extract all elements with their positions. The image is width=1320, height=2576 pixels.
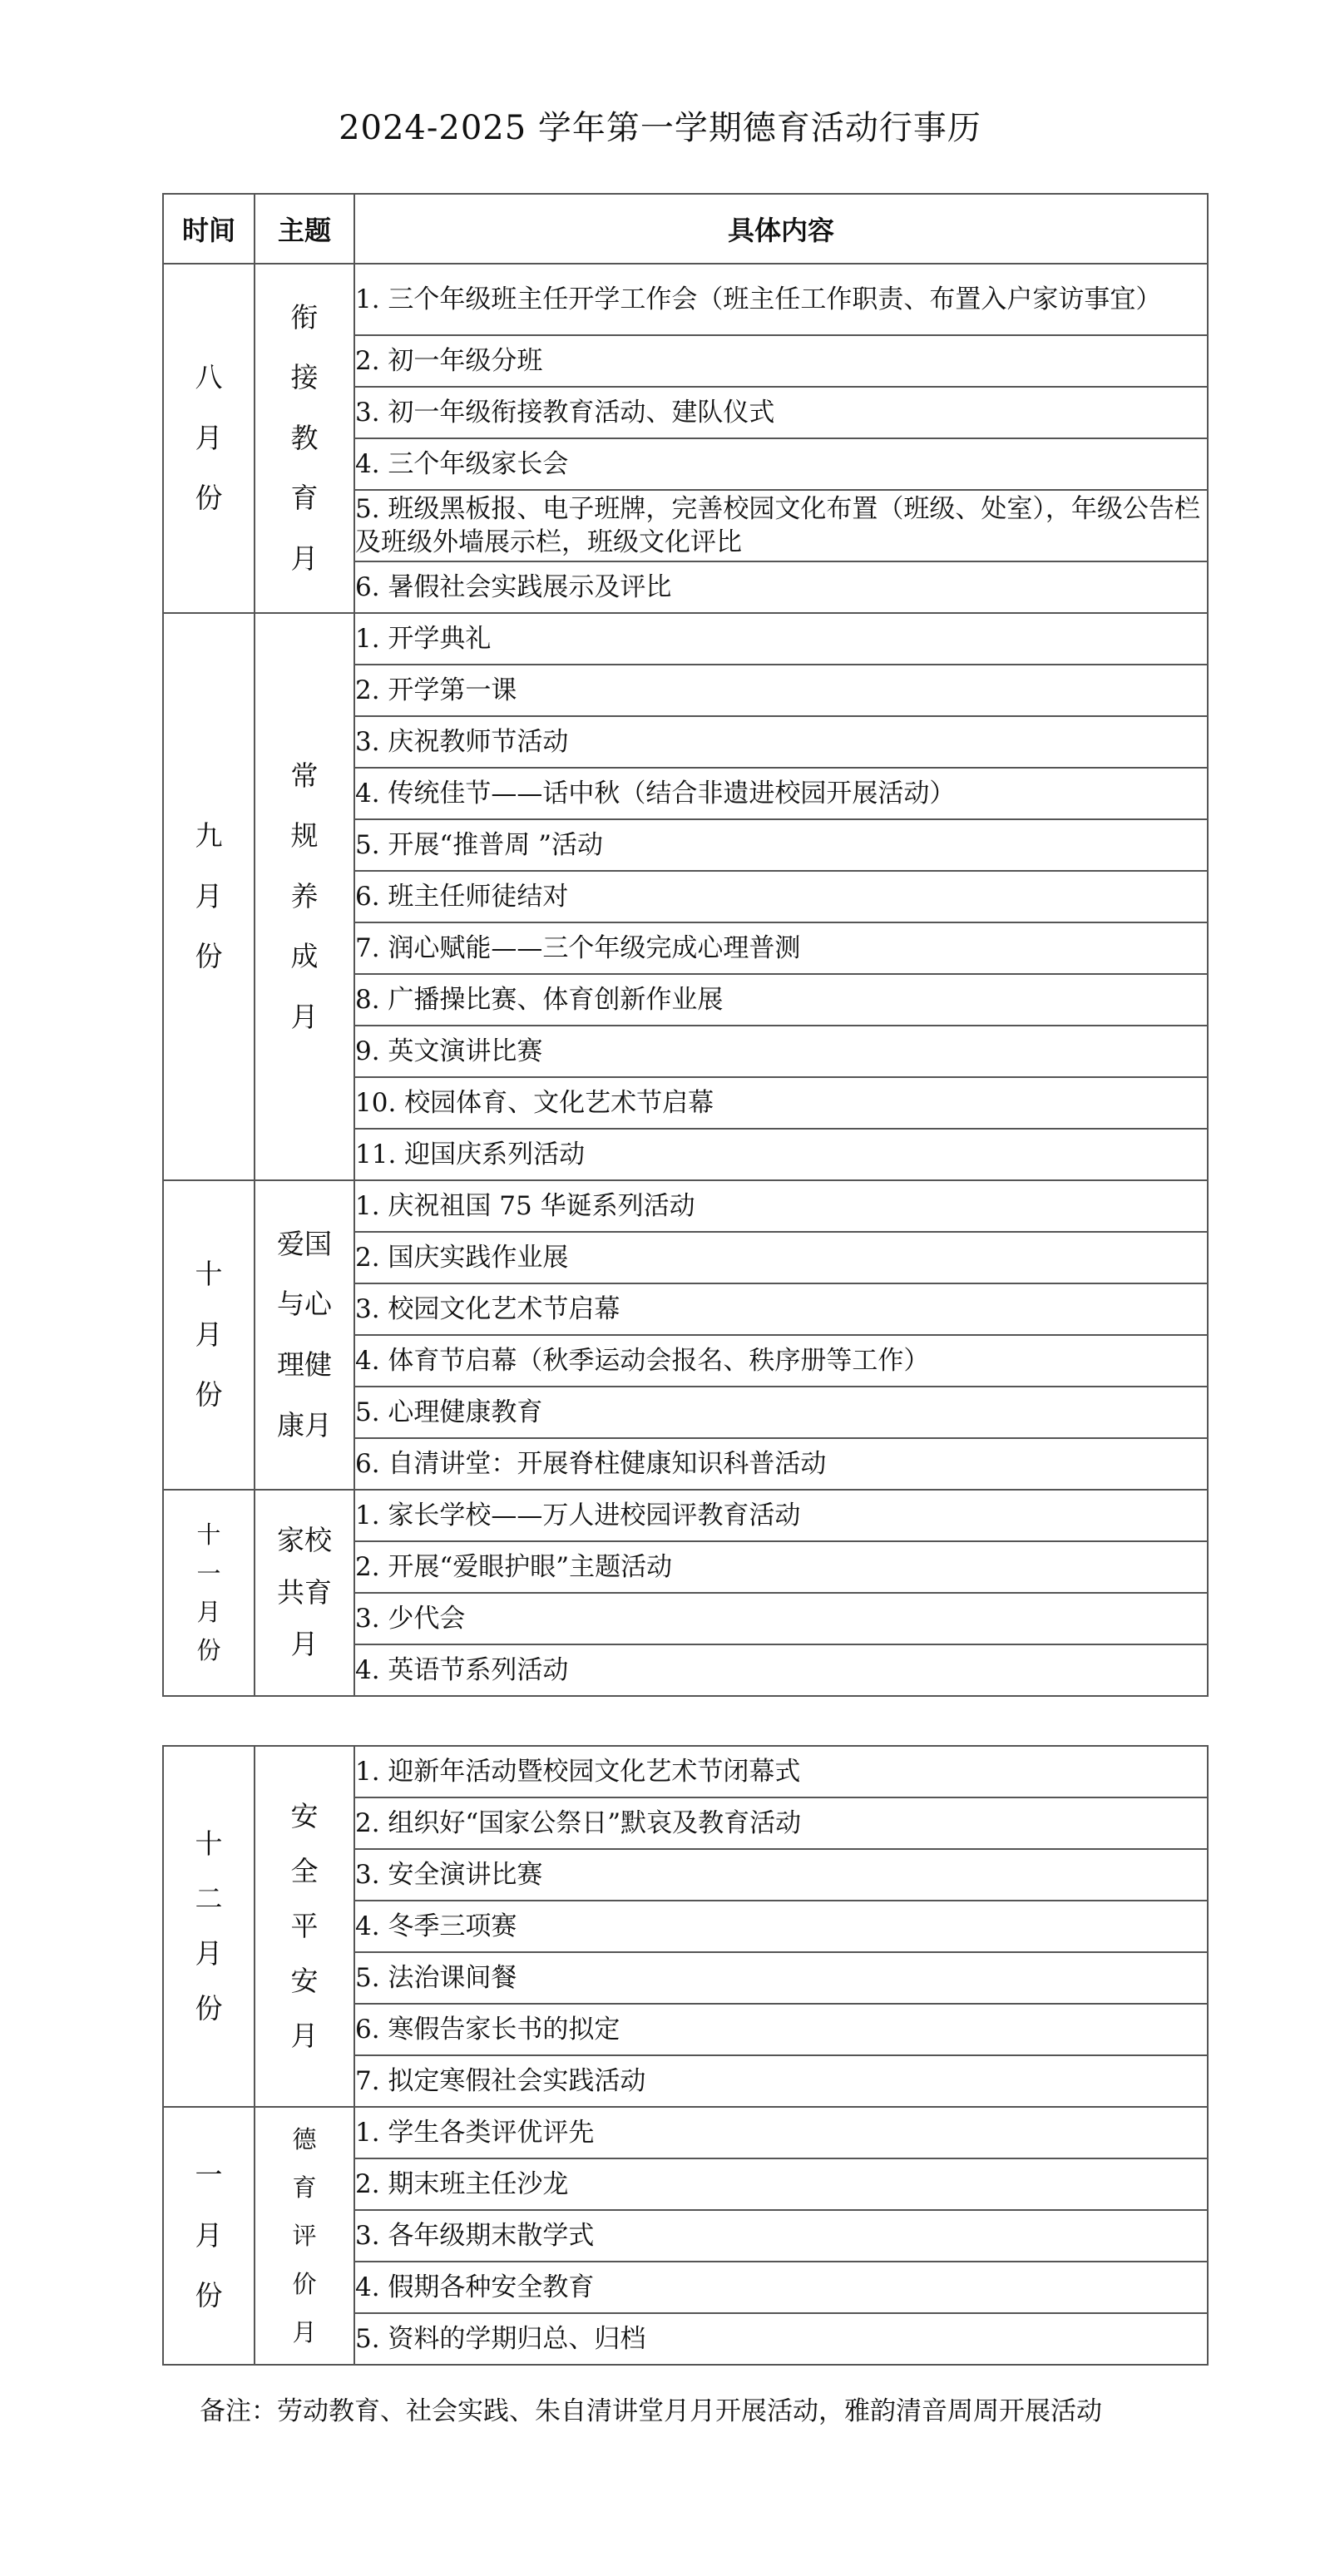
activity-item: 3. 庆祝教师节活动 [354, 716, 1208, 768]
activity-item: 7. 润心赋能——三个年级完成心理普测 [354, 922, 1208, 974]
activity-item: 3. 校园文化艺术节启幕 [354, 1283, 1208, 1335]
month-cell: 九月份 [163, 613, 255, 1180]
activity-item: 4. 传统佳节——话中秋（结合非遗进校园开展活动） [354, 768, 1208, 819]
table-row [163, 1180, 1208, 1232]
table-row [163, 613, 1208, 665]
theme-cell: 衔接教育月 [255, 264, 354, 613]
activity-item: 1. 开学典礼 [354, 613, 1208, 665]
activity-item: 3. 安全演讲比赛 [354, 1849, 1208, 1901]
activity-item: 6. 暑假社会实践展示及评比 [354, 561, 1208, 613]
activity-item: 3. 少代会 [354, 1593, 1208, 1644]
activity-item: 1. 三个年级班主任开学工作会（班主任工作职责、布置入户家访事宜） [354, 264, 1208, 335]
activity-item: 9. 英文演讲比赛 [354, 1026, 1208, 1077]
schedule-table-part-1 [162, 193, 1209, 1697]
activity-item: 2. 期末班主任沙龙 [354, 2158, 1208, 2210]
activity-item: 5. 法治课间餐 [354, 1952, 1208, 2004]
month-cell: 八月份 [163, 264, 255, 613]
activity-item: 2. 初一年级分班 [354, 335, 1208, 387]
activity-item: 2. 组织好“国家公祭日”默哀及教育活动 [354, 1797, 1208, 1849]
header-theme: 主题 [255, 194, 354, 264]
activity-item: 3. 各年级期末散学式 [354, 2210, 1208, 2262]
activity-item: 6. 寒假告家长书的拟定 [354, 2004, 1208, 2055]
page-title: 2024-2025 学年第一学期德育活动行事历 [339, 109, 981, 147]
month-cell: 十二月份 [163, 1746, 255, 2107]
activity-item: 5. 心理健康教育 [354, 1387, 1208, 1438]
activity-item: 1. 迎新年活动暨校园文化艺术节闭幕式 [354, 1746, 1208, 1797]
activity-item: 10. 校园体育、文化艺术节启幕 [354, 1077, 1208, 1129]
header-content: 具体内容 [354, 194, 1208, 264]
activity-item: 4. 冬季三项赛 [354, 1901, 1208, 1952]
activity-item: 1. 庆祝祖国 75 华诞系列活动 [354, 1180, 1208, 1232]
table-row [163, 1490, 1208, 1541]
footnote: 备注：劳动教育、社会实践、朱自清讲堂月月开展活动，雅韵清音周周开展活动 [200, 2396, 1102, 2426]
activity-item: 4. 假期各种安全教育 [354, 2262, 1208, 2313]
activity-item: 4. 体育节启幕（秋季运动会报名、秩序册等工作） [354, 1335, 1208, 1387]
activity-item: 4. 英语节系列活动 [354, 1644, 1208, 1696]
theme-cell: 德育评价月 [255, 2107, 354, 2365]
activity-item: 5. 班级黑板报、电子班牌，完善校园文化布置（班级、处室），年级公告栏及班级外墙展示栏，班级文化评比 [354, 490, 1208, 561]
activity-item: 2. 开学第一课 [354, 665, 1208, 716]
theme-cell: 家校共育月 [255, 1490, 354, 1696]
schedule-table-part-2 [162, 1745, 1209, 2366]
table-header-row [163, 194, 1208, 264]
activity-item: 1. 学生各类评优评先 [354, 2107, 1208, 2158]
theme-cell: 常规养成月 [255, 613, 354, 1180]
month-cell: 十一月份 [163, 1490, 255, 1696]
month-cell: 一月份 [163, 2107, 255, 2365]
table-row [163, 2107, 1208, 2158]
activity-item: 8. 广播操比赛、体育创新作业展 [354, 974, 1208, 1026]
theme-cell: 爱国与心理健康月 [255, 1180, 354, 1490]
activity-item: 2. 开展“爱眼护眼”主题活动 [354, 1541, 1208, 1593]
activity-item: 4. 三个年级家长会 [354, 438, 1208, 490]
activity-item: 3. 初一年级衔接教育活动、建队仪式 [354, 387, 1208, 438]
activity-item: 6. 自清讲堂：开展脊柱健康知识科普活动 [354, 1438, 1208, 1490]
activity-item: 1. 家长学校——万人进校园评教育活动 [354, 1490, 1208, 1541]
activity-item: 11. 迎国庆系列活动 [354, 1129, 1208, 1180]
month-cell: 十月份 [163, 1180, 255, 1490]
activity-item: 5. 开展“推普周 ”活动 [354, 819, 1208, 871]
activity-item: 7. 拟定寒假社会实践活动 [354, 2055, 1208, 2107]
table-row [163, 1746, 1208, 1797]
table-row [163, 264, 1208, 335]
activity-item: 6. 班主任师徒结对 [354, 871, 1208, 922]
activity-item: 5. 资料的学期归总、归档 [354, 2313, 1208, 2365]
theme-cell: 安全平安月 [255, 1746, 354, 2107]
activity-item: 2. 国庆实践作业展 [354, 1232, 1208, 1283]
header-time: 时间 [163, 194, 255, 264]
